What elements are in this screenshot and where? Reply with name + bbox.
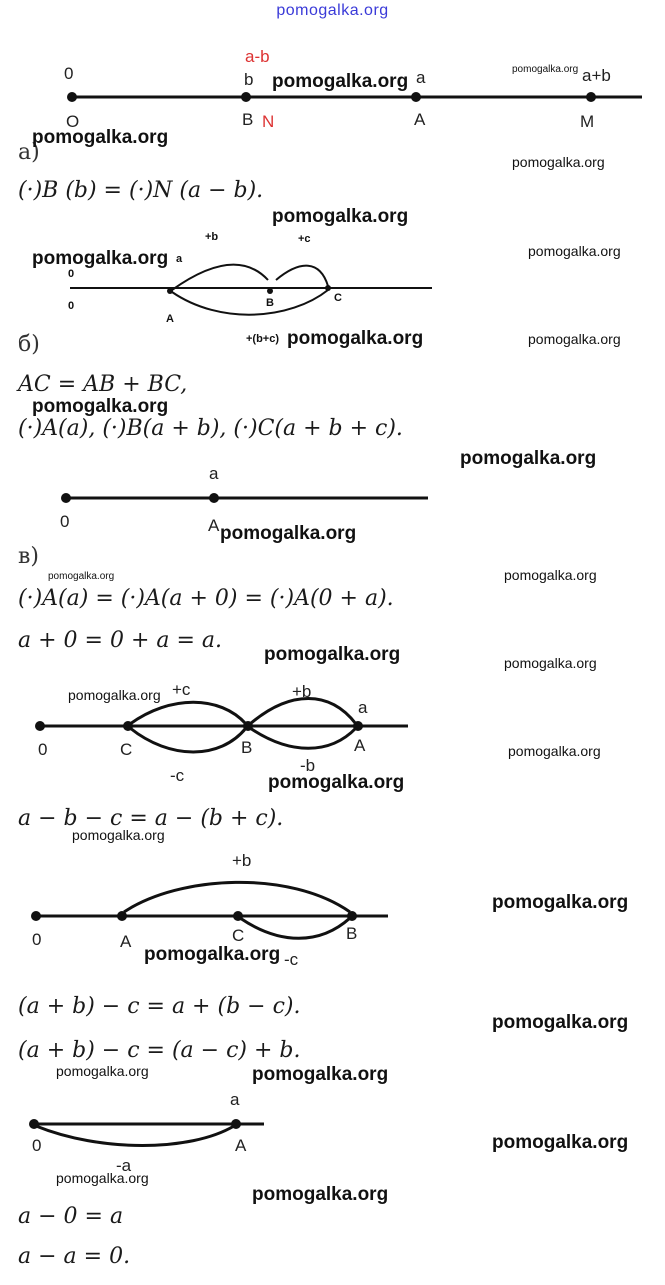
watermark: pomogalka.org xyxy=(268,772,405,793)
label-minus-c: -c xyxy=(284,950,299,969)
label-point-B: B xyxy=(241,738,253,757)
watermark: pomogalka.org xyxy=(56,1063,149,1079)
section-label-b: б) xyxy=(18,332,40,357)
label-zero: 0 xyxy=(64,64,74,83)
watermark: pomogalka.org xyxy=(504,655,597,671)
label-plus-b: +b xyxy=(232,851,252,870)
site-header-link[interactable]: pomogalka.org xyxy=(276,2,389,19)
label-point-A: A xyxy=(235,1136,247,1155)
label-a: a xyxy=(416,68,426,87)
label-point-B: B xyxy=(242,110,254,129)
label-point-B: B xyxy=(346,924,358,943)
section-label-v: в) xyxy=(18,544,39,569)
label-zero: 0 xyxy=(32,930,42,949)
watermark: pomogalka.org xyxy=(508,743,601,759)
label-a: a xyxy=(176,253,183,265)
formula-6: a − b − c = a − (b + c). xyxy=(18,806,284,831)
formula-3: (·)A(a), (·)B(a + b), (·)C(a + b + c). xyxy=(18,416,403,441)
label-plus-b: +b xyxy=(292,682,312,701)
number-line-figure-3 xyxy=(0,488,665,508)
formula-10: a − a = 0. xyxy=(18,1244,131,1269)
watermark: pomogalka.org xyxy=(504,567,597,583)
label-point-C: C xyxy=(334,292,342,304)
watermark: pomogalka.org xyxy=(252,1064,389,1085)
label-point-C: C xyxy=(120,740,133,759)
label-point-O: O xyxy=(66,112,80,131)
label-point-A: A xyxy=(120,932,132,951)
section-label-a: а) xyxy=(18,140,40,165)
label-minus-b: -b xyxy=(300,756,316,775)
label-point-C: C xyxy=(232,926,245,945)
label-a: a xyxy=(209,464,219,483)
label-zero-bottom: 0 xyxy=(68,300,75,312)
label-b: b xyxy=(244,70,254,89)
watermark: pomogalka.org xyxy=(252,1184,389,1205)
label-minus-a: -a xyxy=(116,1156,132,1175)
watermark: pomogalka.org xyxy=(48,571,115,582)
label-minus-c: -c xyxy=(170,766,185,785)
watermark: pomogalka.org xyxy=(144,944,281,965)
label-zero: 0 xyxy=(32,1136,42,1155)
watermark: pomogalka.org xyxy=(56,1170,149,1186)
watermark: pomogalka.org xyxy=(272,71,409,92)
watermark: pomogalka.org xyxy=(220,523,357,544)
label-a-plus-b: a+b xyxy=(582,66,611,85)
watermark: pomogalka.org xyxy=(264,644,401,665)
watermark: pomogalka.org xyxy=(287,328,424,349)
label-point-A: A xyxy=(208,516,220,535)
label-a-minus-b: a-b xyxy=(245,47,270,66)
watermark: pomogalka.org xyxy=(32,127,169,148)
label-zero: 0 xyxy=(38,740,48,759)
label-a: a xyxy=(358,698,368,717)
label-b-plus-c: +(b+c) xyxy=(246,333,280,345)
formula-5: a + 0 = 0 + a = a. xyxy=(18,628,223,653)
label-point-A: A xyxy=(166,313,174,325)
label-point-B: B xyxy=(266,297,274,309)
label-a: a xyxy=(230,1090,240,1109)
watermark: pomogalka.org xyxy=(512,154,605,170)
label-point-A: A xyxy=(414,110,426,129)
watermark: pomogalka.org xyxy=(528,243,621,259)
watermark: pomogalka.org xyxy=(272,206,409,227)
label-plus-c: +c xyxy=(298,233,311,245)
watermark: pomogalka.org xyxy=(68,687,161,703)
formula-1: (·)B (b) = (·)N (a − b). xyxy=(18,178,264,203)
formula-9: a − 0 = a xyxy=(18,1204,124,1229)
watermark: pomogalka.org xyxy=(492,1132,629,1153)
label-plus-c: +c xyxy=(172,680,191,699)
label-plus-b: +b xyxy=(205,231,219,243)
formula-4: (·)A(a) = (·)A(a + 0) = (·)A(0 + a). xyxy=(18,586,394,611)
label-zero: 0 xyxy=(60,512,70,531)
watermark: pomogalka.org xyxy=(72,827,165,843)
formula-7: (a + b) − c = a + (b − c). xyxy=(18,994,301,1019)
watermark: pomogalka.org xyxy=(32,248,169,269)
label-zero-top: 0 xyxy=(68,268,75,280)
watermark: pomogalka.org xyxy=(492,892,629,913)
watermark: pomogalka.org xyxy=(528,331,621,347)
formula-8: (a + b) − c = (a − c) + b. xyxy=(18,1038,301,1063)
label-point-M: M xyxy=(580,112,595,131)
watermark: pomogalka.org xyxy=(512,64,579,75)
watermark: pomogalka.org xyxy=(460,448,597,469)
formula-2: AC = AB + BC, xyxy=(18,372,188,397)
label-point-A: A xyxy=(354,736,366,755)
watermark: pomogalka.org xyxy=(492,1012,629,1033)
label-point-N: N xyxy=(262,112,275,131)
watermark: pomogalka.org xyxy=(32,396,169,417)
